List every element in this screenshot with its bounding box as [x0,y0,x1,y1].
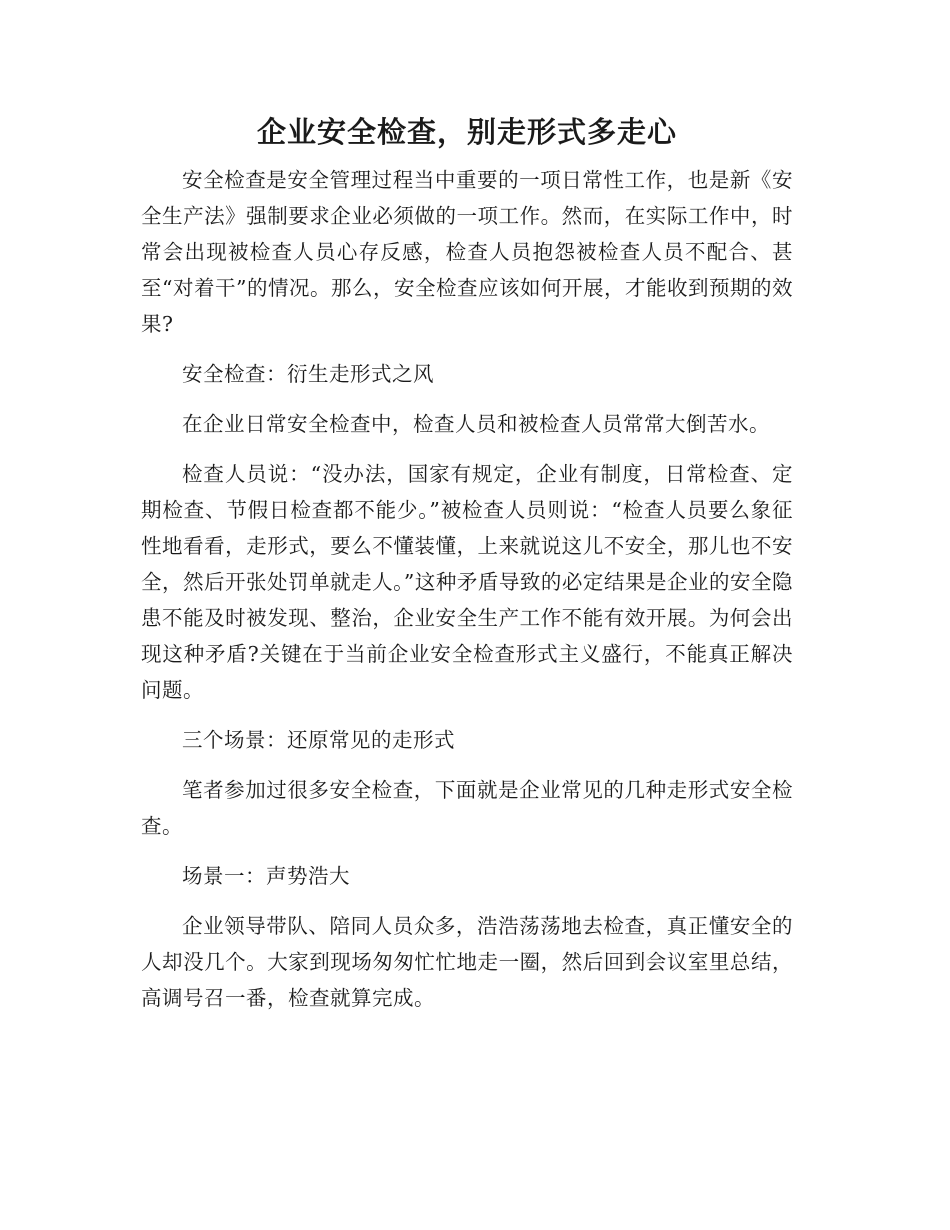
paragraph-scenes-intro: 笔者参加过很多安全检查，下面就是企业常见的几种走形式安全检查。 [141,778,793,838]
paragraph-quotes: 检查人员说：“没办法，国家有规定，企业有制度，日常检查、定期检查、节假日检查都不能少。”被检查人员则说：“检查人员要么象征性地看看，走形式，要么不懂装懂，上来就说这儿不安全，那儿也不安全，然后开张处罚单就走人。”这种矛盾导致的必定结果是企业的安全隐患不能及时被发现、整治，企业安全生产工作不能有效开展。为何会出现这种矛盾?关键在于当前企业安全检查形式主义盛行，不能真正解决问题。 [141,462,793,702]
section-heading-1: 安全检查：衍生走形式之风 [182,362,434,386]
paragraph-complaints: 在企业日常安全检查中，检查人员和被检查人员常常大倒苦水。 [182,412,770,436]
scene-heading-1: 场景一：声势浩大 [182,864,350,888]
document-title: 企业安全检查，别走形式多走心 [256,115,677,149]
document-page [141,110,793,1030]
paragraph-scene-1: 企业领导带队、陪同人员众多，浩浩荡荡地去检查，真正懂安全的人却没几个。大家到现场匆匆忙忙地走一圈，然后回到会议室里总结，高调号召一番，检查就算完成。 [141,914,793,1010]
section-heading-2: 三个场景：还原常见的走形式 [182,728,455,752]
paragraph-intro: 安全检查是安全管理过程当中重要的一项日常性工作，也是新《安全生产法》强制要求企业必须做的一项工作。然而，在实际工作中，时常会出现被检查人员心存反感，检查人员抱怨被检查人员不配合、甚至“对着干”的情况。那么，安全检查应该如何开展，才能收到预期的效果? [141,168,793,336]
